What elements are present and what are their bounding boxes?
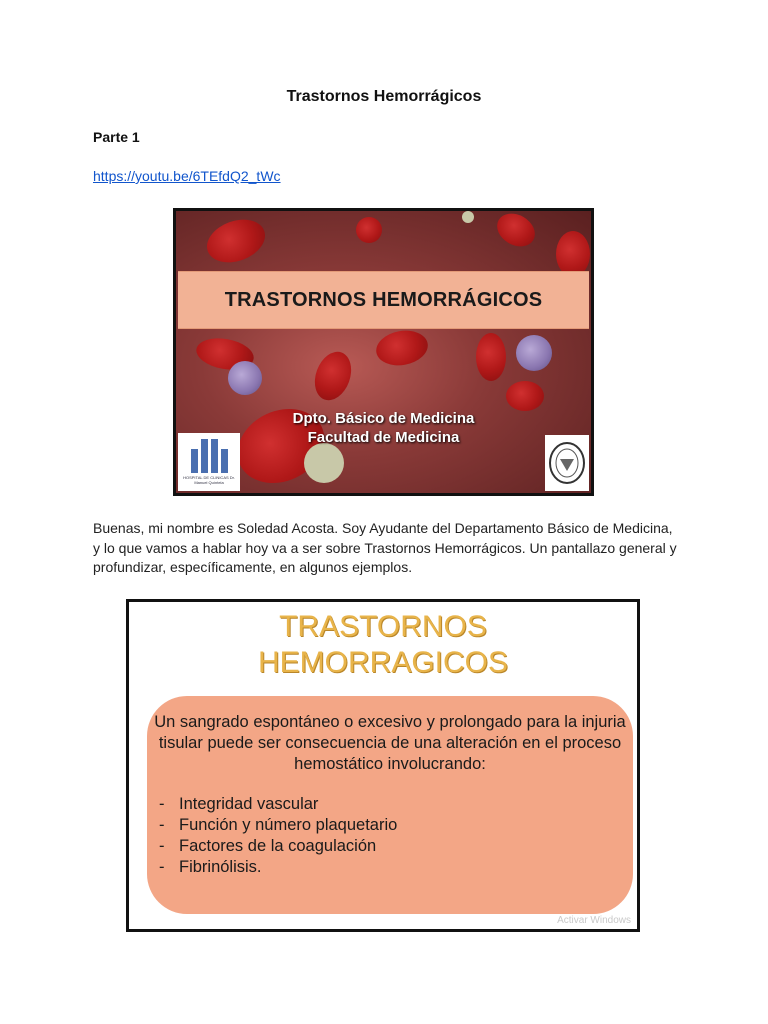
intro-paragraph: Buenas, mi nombre es Soledad Acosta. Soy Ayudante del Departamento Básico de Medicina, y lo que vamos a hablar hoy va a ser sobre Trastornos Hemorrágicos. Un pantallazo general y profundizar, específicamente, en algunos ejemplos. — [93, 520, 677, 575]
university-seal-icon — [545, 435, 589, 491]
definition-box — [147, 696, 633, 914]
hospital-logo-caption: HOSPITAL DE CLINICAS Dr. Manuel Quíntela — [183, 475, 235, 485]
list-item: - Fibrinólisis. — [159, 857, 397, 878]
part-heading: Parte 1 — [93, 129, 140, 145]
slide-banner — [178, 271, 589, 329]
department-line-2: Facultad de Medicina — [307, 429, 460, 446]
slide-image-title — [173, 208, 594, 496]
slide-banner-title: TRASTORNOS HEMORRÁGICOS — [224, 288, 543, 311]
definition-text: Un sangrado espontáneo o excesivo y prolongado para la injuria tisular puede ser consecuencia de una alteración en el proceso hemostático involucrando: — [154, 713, 626, 773]
department-line-1: Dpto. Básico de Medicina — [292, 410, 475, 427]
windows-watermark: Activar Windows — [557, 915, 631, 926]
list-item: - Función y número plaquetario — [159, 815, 397, 836]
list-item: - Factores de la coagulación — [159, 836, 397, 857]
list-item: - Integridad vascular — [159, 794, 397, 815]
video-link[interactable]: https://youtu.be/6TEfdQ2_tWc — [93, 168, 281, 184]
slide2-title-line-2: HEMORRAGICOS — [257, 646, 509, 679]
cause-list — [159, 794, 397, 878]
hospital-logo — [178, 433, 240, 491]
slide-image-definition — [126, 599, 640, 932]
document-title: Trastornos Hemorrágicos — [286, 88, 482, 105]
slide2-title-line-1: TRASTORNOS — [279, 610, 487, 643]
